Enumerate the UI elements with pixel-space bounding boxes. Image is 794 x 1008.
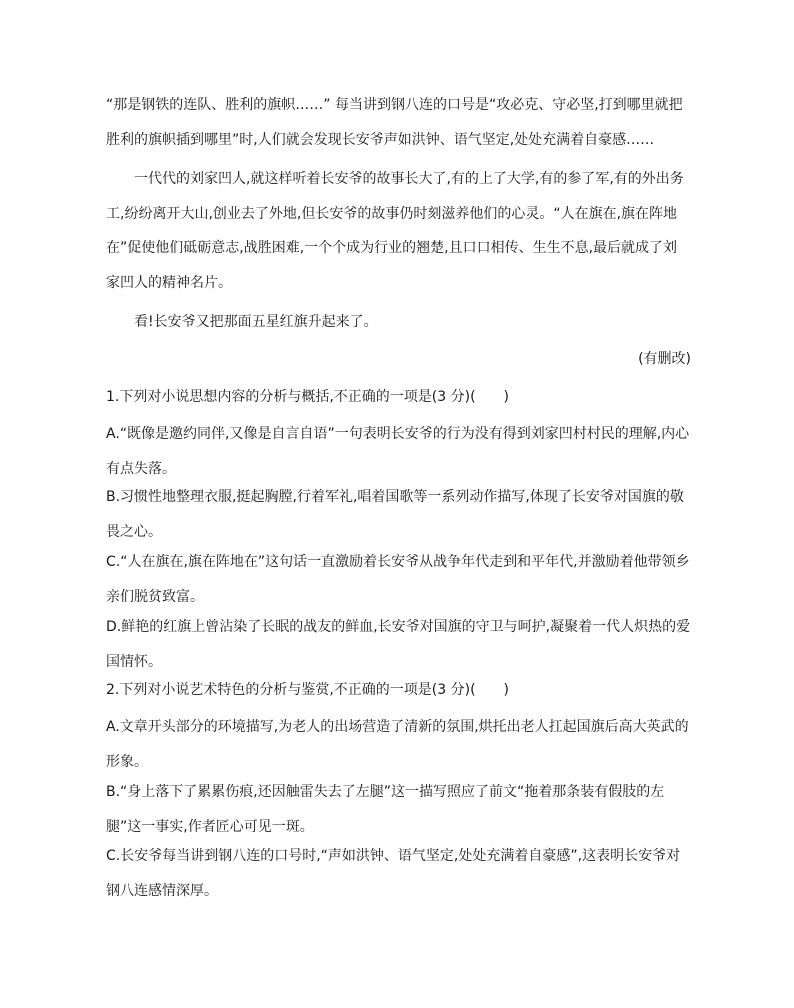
passage-paragraph-3: 看!长安爷又把那面五星红旗升起来了。 (134, 314, 378, 330)
revision-note: (有删改) (638, 351, 691, 367)
question-2-option-c: C.长安爷每当讲到钢八连的口号时,“声如洪钟、语气坚定,处处充满着自豪感”,这表明长安爷对钢八连感情深厚。 (106, 848, 681, 899)
question-1-option-c: C.“人在旗在,旗在阵地在”这句话一直激励着长安爷从战争年代走到和平年代,并激励着他带领乡亲们脱贫致富。 (106, 554, 690, 605)
question-2-stem: 2.下列对小说艺术特色的分析与鉴赏,不正确的一项是(3 分)( ) (106, 682, 510, 698)
question-1-option-a: A.“既像是邀约同伴,又像是自言自语”一句表明长安爷的行为没有得到刘家凹村村民的理解,内心有点失落。 (106, 426, 690, 477)
passage-paragraph-2: 一代代的刘家凹人,就这样听着长安爷的故事长大了,有的上了大学,有的参了军,有的外出务工,纷纷离开大山,创业去了外地,但长安爷的故事仍时刻滋养他们的心灵。“人在旗在,旗在阵地在”促使他们砥砺意志,战胜困难,一个个成为行业的翘楚,且口口相传、生生不息,最后就成了刘家凹人的精神名片。 (106, 171, 684, 291)
question-1-option-b: B.习惯性地整理衣服,挺起胸膛,行着军礼,唱着国歌等一系列动作描写,体现了长安爷对国旗的敬畏之心。 (106, 489, 684, 540)
question-1-option-d: D.鲜艳的红旗上曾沾染了长眠的战友的鲜血,长安爷对国旗的守卫与呵护,凝聚着一代人炽热的爱国情怀。 (106, 619, 691, 670)
question-1-stem: 1.下列对小说思想内容的分析与概括,不正确的一项是(3 分)( ) (106, 389, 510, 405)
passage-paragraph-1: “那是钢铁的连队、胜利的旗帜……” 每当讲到钢八连的口号是“攻必克、守必坚,打到哪里就把胜利的旗帜插到哪里”时,人们就会发现长安爷声如洪钟、语气坚定,处处充满着自豪感…… (106, 97, 683, 148)
question-2-option-b: B.“身上落下了累累伤痕,还因触雷失去了左腿”这一描写照应了前文“拖着那条装有假肢的左腿”这一事实,作者匠心可见一斑。 (106, 784, 665, 835)
question-2-option-a: A.文章开头部分的环境描写,为老人的出场营造了清新的氛围,烘托出老人扛起国旗后高大英武的形象。 (106, 719, 689, 770)
